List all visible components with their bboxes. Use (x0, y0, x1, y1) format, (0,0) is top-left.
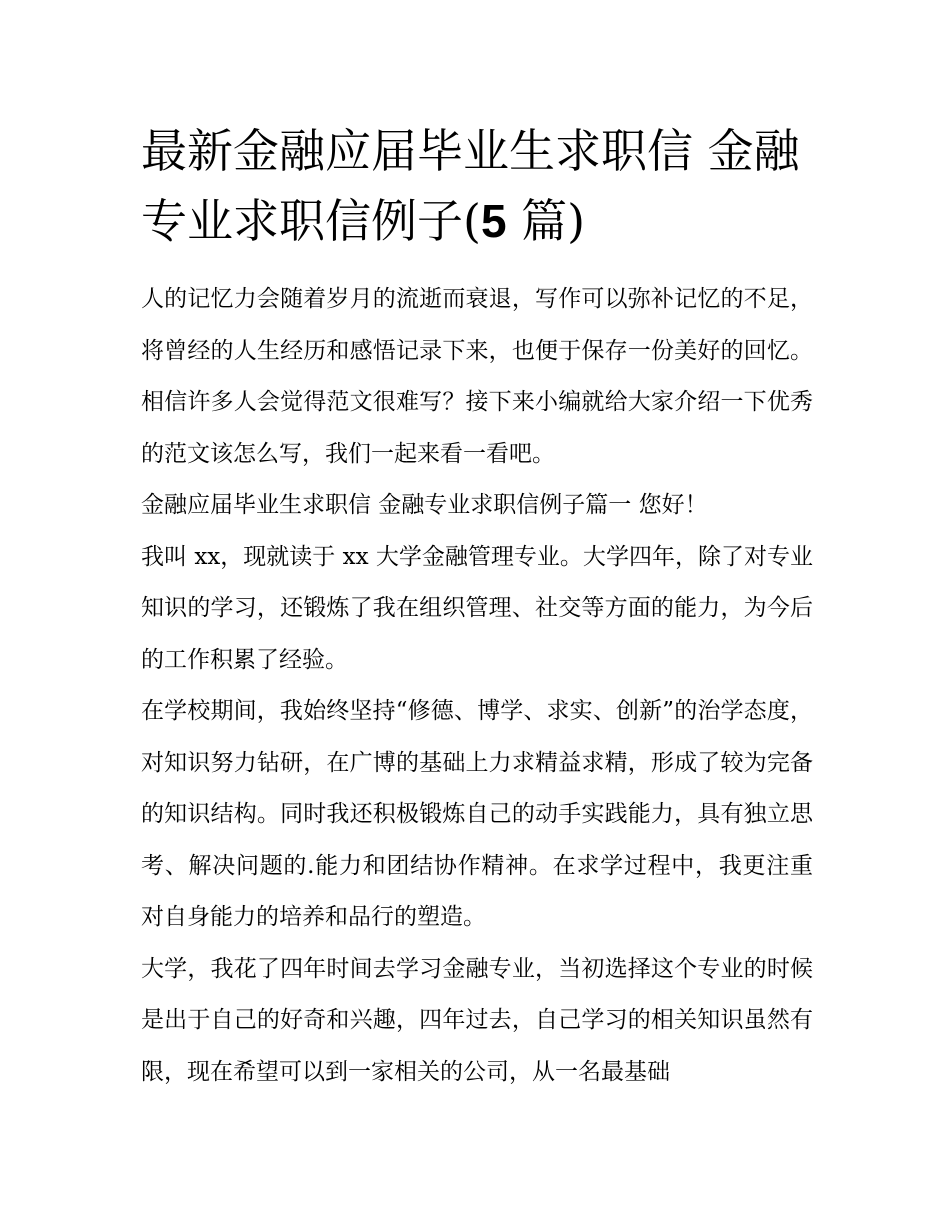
title-suffix: 篇) (506, 194, 586, 248)
intro-paragraph: 人的记忆力会随着岁月的流逝而衰退，写作可以弥补记忆的不足，将曾经的人生经历和感悟记录下来，也便于保存一份美好的回忆。相信许多人会觉得范文很难写？接下来小编就给大家介绍一下优秀的范文该怎么写，我们一起来看一看吧。 (141, 286, 813, 467)
body-paragraph: 我叫 xx，现就读于 xx 大学金融管理专业。大学四年，除了对专业知识的学习，还锻炼了我在组织管理、社交等方面的能力，为今后的工作积累了经验。 (141, 543, 813, 673)
letter-heading-paragraph: 金融应届毕业生求职信 金融专业求职信例子篇一 您好！ (141, 492, 708, 518)
body-paragraph: 大学，我花了四年时间去学习金融专业，当初选择这个专业的时候是出于自己的好奇和兴趣，四年过去，自己学习的相关知识虽然有限，现在希望可以到一家相关的公司，从一名最基础 (141, 955, 813, 1085)
title-text: 最新金融应届毕业生求职信 金融专业求职信例子( (141, 124, 800, 248)
title-number: 5 (480, 195, 507, 247)
document-title (141, 116, 813, 256)
document-page (141, 116, 813, 1098)
body-paragraph: 在学校期间，我始终坚持“修德、博学、求实、创新”的治学态度，对知识努力钻研，在广博的基础上力求精益求精，形成了较为完备的知识结构。同时我还积极锻炼自己的动手实践能力，具有独立思考、解决问题的.能力和团结协作精神。在求学过程中，我更注重对自身能力的培养和品行的塑造。 (141, 698, 813, 930)
